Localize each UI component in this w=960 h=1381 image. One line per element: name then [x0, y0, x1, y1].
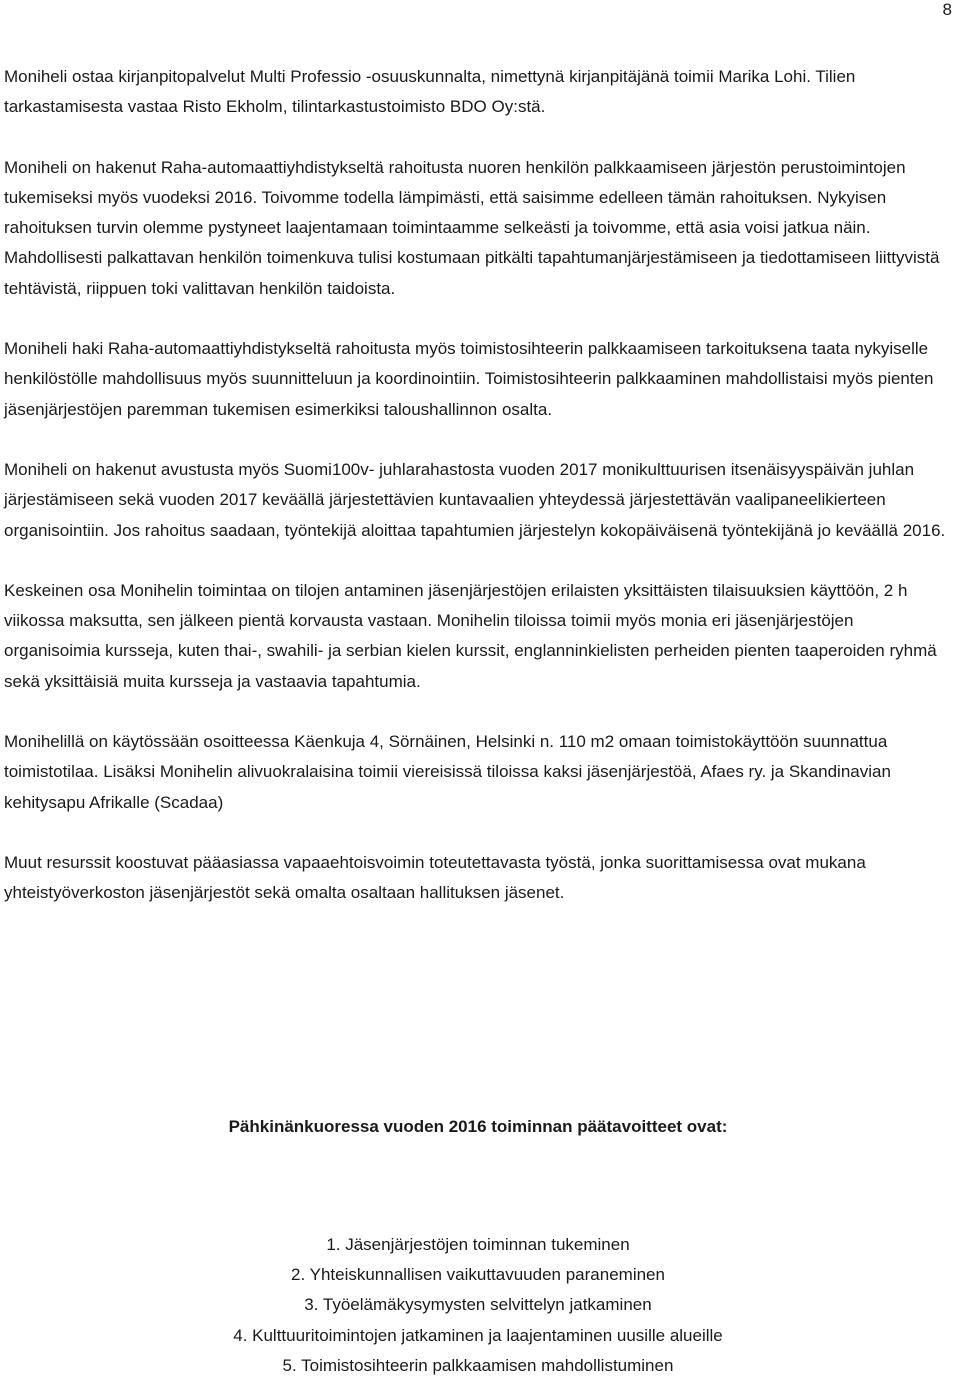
goal-item: 4. Kulttuuritoimintojen jatkaminen ja laajentaminen uusille alueille: [233, 1325, 723, 1345]
paragraph-ray-funding-youth: Moniheli on hakenut Raha-automaattiyhdistykseltä rahoitusta nuoren henkilön palkkaamiseen järjestön perustoimintojen tukemiseksi myös vuodeksi 2016. Toivomme todella lämpimästi, että saisimme edelleen tämän rahoituksen. Nykyisen rahoituksen turvin olemme pystyneet laajentamaan toimintaamme selkeästi ja toivomme, että asia voisi jatkua näin. Mahdollisesti palkattavan henkilön toimenkuva tulisi kostumaan pitkälti tapahtumanjärjestämiseen ja tiedottamiseen liittyvistä tehtävistä, riippuen toki valittavan henkilön taidoista.: [4, 157, 940, 298]
goal-item: 3. Työelämäkysymysten selvittelyn jatkaminen: [304, 1295, 652, 1315]
paragraph-office-location: Monihelillä on käytössään osoitteessa Käenkuja 4, Sörnäinen, Helsinki n. 110 m2 omaan toimistokäyttöön suunnattua toimistotilaa. Lisäksi Monihelin alivuokralaisina toimii viereisissä tiloissa kaksi jäsenjärjestöä, Afaes ry. ja Skandinavian kehitysapu Afrikalle (Scadaa): [4, 732, 891, 812]
paragraph-accounting: Moniheli ostaa kirjanpitopalvelut Multi Professio -osuuskunnalta, nimettynä kirjanpitäjänä toimii Marika Lohi. Tilien tarkastamisesta vastaa Risto Ekholm, tilintarkastustoimisto BDO Oy:stä.: [4, 67, 856, 117]
paragraph-premises-usage: Keskeinen osa Monihelin toimintaa on tilojen antaminen jäsenjärjestöjen erilaisten yksittäisten tilaisuuksien käyttöön, 2 h viikossa maksutta, sen jälkeen pientä korvausta vastaan. Monihelin tiloissa toimii myös monia eri jäsenjärjestöjen organisoimia kursseja, kuten thai-, swahili- ja serbian kielen kurssit, englanninkielisten perheiden pienten taaperoiden ryhmä sekä yksittäisiä muita kursseja ja vastaavia tapahtumia.: [4, 580, 937, 691]
paragraph-ray-funding-secretary: Moniheli haki Raha-automaattiyhdistykseltä rahoitusta myös toimistosihteerin palkkaamiseen tarkoituksena taata nykyiselle henkilöstölle mahdollisuus myös suunnitteluun ja koordinointiin. Toimistosihteerin palkkaaminen mahdollistaisi myös pienten jäsenjärjestöjen paremman tukemisen esimerkiksi taloushallinnon osalta.: [4, 339, 934, 419]
goal-item: 1. Jäsenjärjestöjen toiminnan tukeminen: [326, 1235, 630, 1254]
goals-heading: Pähkinänkuoressa vuoden 2016 toiminnan päätavoitteet ovat:: [228, 1117, 728, 1136]
goal-item: 5. Toimistosihteerin palkkaamisen mahdollistuminen: [282, 1355, 674, 1375]
paragraph-other-resources: Muut resurssit koostuvat pääasiassa vapaaehtoisvoimin toteutettavasta työstä, jonka suorittamisessa ovat mukana yhteistyöverkoston jäsenjärjestöt sekä omalta osaltaan hallituksen jäsenet.: [4, 852, 866, 903]
body-text: [4, 62, 954, 939]
page-number: 8: [942, 0, 952, 19]
goals-list: [0, 1230, 956, 1381]
goal-item: 2. Yhteiskunnallisen vaikuttavuuden paraneminen: [291, 1265, 665, 1285]
paragraph-suomi100-funding: Moniheli on hakenut avustusta myös Suomi100v- juhlarahastosta vuoden 2017 monikulttuurisen itsenäisyyspäivän juhlan järjestämiseen sekä vuoden 2017 keväällä järjestettävien kuntavaalien yhteydessä järjestettävän vaalipaneelikierteen organisointiin. Jos rahoitus saadaan, työntekijä aloittaa tapahtumien järjestelyn kokopäiväisenä työntekijänä jo keväällä 2016.: [4, 459, 946, 540]
